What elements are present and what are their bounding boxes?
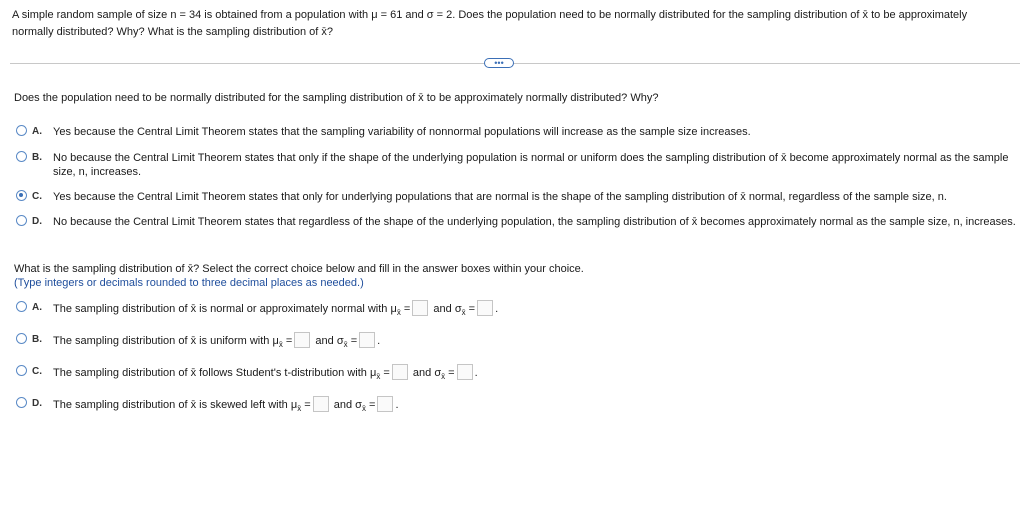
equals-sign: = <box>448 366 455 379</box>
option-text: The sampling distribution of x̄ is uniform with <box>53 334 270 347</box>
radio-c-selected[interactable] <box>16 190 27 201</box>
radio-a[interactable] <box>16 301 27 312</box>
option-text: Yes because the Central Limit Theorem states that only for underlying populations that are normal is the shape of the sampling distribution of x̄ normal, regardless of the sample size, n. <box>53 191 947 203</box>
sigma-symbol: σ <box>454 302 462 315</box>
and-label: and <box>412 366 432 379</box>
and-label: and <box>333 398 353 411</box>
option-letter: A. <box>32 126 42 137</box>
mean-answer-box[interactable] <box>412 300 428 316</box>
mu-symbol: μ <box>369 366 377 379</box>
sigma-symbol: σ <box>434 366 442 379</box>
problem-line-2: normally distributed? Why? What is the sampling distribution of x̄? <box>12 26 333 38</box>
option-text: The sampling distribution of x̄ is skewed left with <box>53 398 288 411</box>
stdev-answer-box[interactable] <box>477 300 493 316</box>
and-label: and <box>433 302 452 315</box>
xbar-subscript: x̄ <box>396 307 401 317</box>
radio-b[interactable] <box>16 333 27 344</box>
part2-hint: (Type integers or decimals rounded to three decimal places as needed.) <box>14 277 364 289</box>
equals-sign: = <box>350 334 358 347</box>
xbar-subscript: x̄ <box>278 339 283 349</box>
option-text-row <box>53 365 1018 381</box>
option-text: No because the Central Limit Theorem states that only if the shape of the underlying population is normal or uniform does the sampling distribution of x̄ become approximately normal as the sample size, n, increases. <box>53 152 1009 178</box>
equals-sign: = <box>403 302 411 315</box>
option-text-row <box>53 301 1018 317</box>
option-letter: C. <box>32 366 42 377</box>
period: . <box>495 302 499 315</box>
stdev-answer-box[interactable] <box>457 364 473 380</box>
mean-answer-box[interactable] <box>294 332 310 348</box>
sigma-symbol: σ <box>355 398 362 411</box>
xbar-subscript: x̄ <box>343 339 348 349</box>
radio-d[interactable] <box>16 397 27 408</box>
equals-sign: = <box>285 334 293 347</box>
option-letter: B. <box>32 334 42 345</box>
sigma-symbol: σ <box>336 334 344 347</box>
problem-line-1: A simple random sample of size n = 34 is obtained from a population with μ = 61 and σ = 2. Does the population need to be normally distributed for the sampling distribution of x̄ to be approximately <box>12 9 968 21</box>
and-label: and <box>315 334 334 347</box>
option-text: Yes because the Central Limit Theorem states that the sampling variability of nonnormal populations will increase as the sample size increases. <box>53 126 751 138</box>
option-letter: B. <box>32 152 42 163</box>
xbar-subscript: x̄ <box>376 371 381 381</box>
option-text: No because the Central Limit Theorem states that regardless of the shape of the underlying population, the sampling distribution of x̄ becomes approximately normal as the sample size, n, increases. <box>53 216 1016 228</box>
xbar-subscript: x̄ <box>361 403 366 413</box>
stdev-answer-box[interactable] <box>359 332 375 348</box>
option-letter: D. <box>32 398 42 409</box>
option-text: The sampling distribution of x̄ follows Student's t-distribution with <box>53 366 367 379</box>
radio-d[interactable] <box>16 215 27 226</box>
more-options-button[interactable]: ••• <box>484 58 514 68</box>
mu-symbol: μ <box>272 334 279 347</box>
option-letter: C. <box>32 191 42 202</box>
mu-symbol: μ <box>290 398 298 411</box>
equals-sign: = <box>369 398 376 411</box>
option-letter: A. <box>32 302 42 313</box>
problem-statement <box>12 7 1012 41</box>
equals-sign: = <box>304 398 311 411</box>
xbar-subscript: x̄ <box>441 371 446 381</box>
equals-sign: = <box>383 366 390 379</box>
radio-b[interactable] <box>16 151 27 162</box>
period: . <box>377 334 381 347</box>
xbar-subscript: x̄ <box>297 403 302 413</box>
period: . <box>474 366 478 379</box>
equals-sign: = <box>468 302 476 315</box>
option-text: The sampling distribution of x̄ is normal or approximately normal with <box>53 302 388 315</box>
option-letter: D. <box>32 216 42 227</box>
mean-answer-box[interactable] <box>392 364 408 380</box>
stdev-answer-box[interactable] <box>377 396 393 412</box>
section-divider <box>10 63 1020 64</box>
radio-a[interactable] <box>16 125 27 136</box>
part1-question: Does the population need to be normally distributed for the sampling distribution of x̄ to be approximately normally distributed? Why? <box>14 92 659 104</box>
radio-c[interactable] <box>16 365 27 376</box>
part2-question: What is the sampling distribution of x̄? Select the correct choice below and fill in the answer boxes within your choice. <box>14 263 584 275</box>
mean-answer-box[interactable] <box>313 396 329 412</box>
option-text-row <box>53 397 1018 413</box>
mu-symbol: μ <box>390 302 397 315</box>
period: . <box>395 398 399 411</box>
option-text-row <box>53 333 1018 349</box>
xbar-subscript: x̄ <box>461 307 466 317</box>
